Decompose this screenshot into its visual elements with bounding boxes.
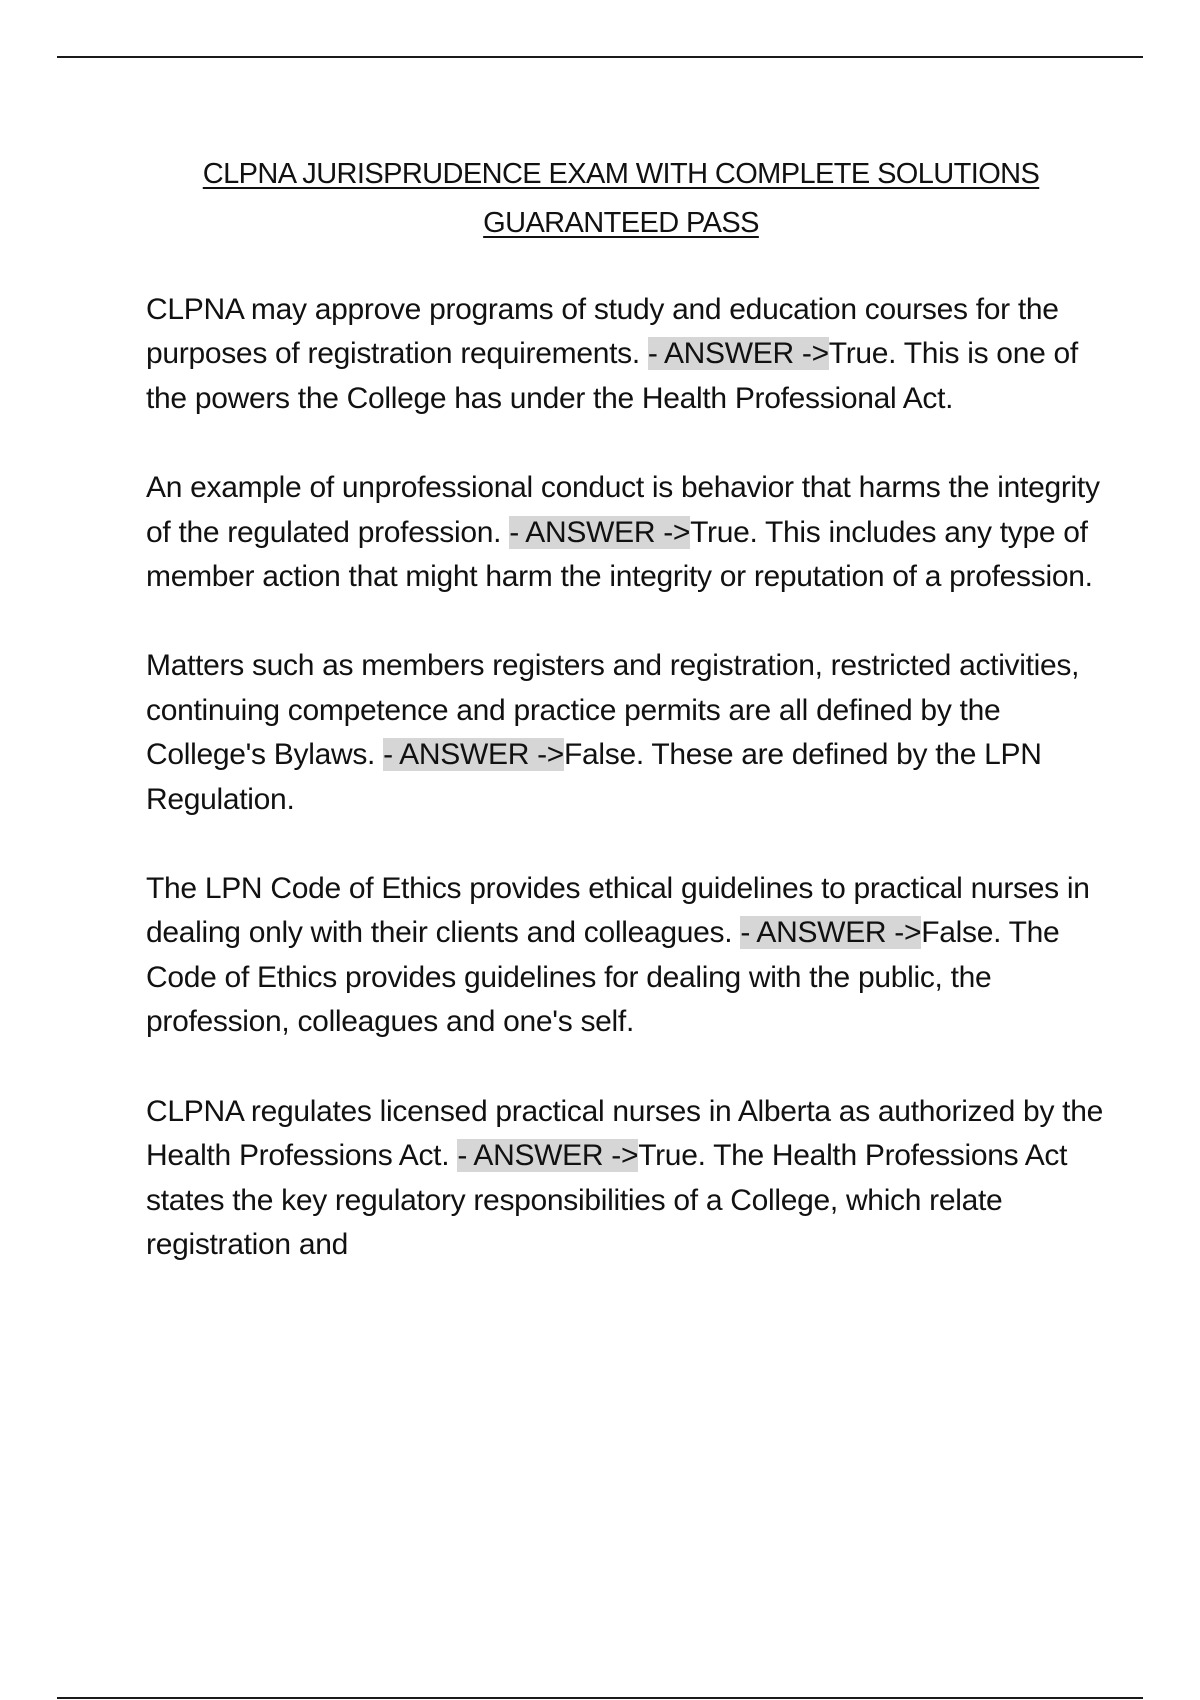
qa-item-2 <box>146 466 1116 599</box>
question-text: CLPNA regulates licensed practical nurses in Alberta as authorized by the Health Professions Act. <box>146 1094 1103 1173</box>
question-text: The LPN Code of Ethics provides ethical guidelines to practical nurses in dealing only with their clients and colleagues. <box>146 872 1090 950</box>
answer-text: True. This is one of the powers the College has under the Health Professional Act. <box>146 337 1078 415</box>
answer-marker: - ANSWER -> <box>740 916 922 950</box>
answer-text: False. The Code of Ethics provides guidelines for dealing with the public, the profession, colleagues and one's self. <box>146 916 1060 1039</box>
question-text: An example of unprofessional conduct is behavior that harms the integrity of the regulated profession. <box>146 471 1100 549</box>
qa-item-1 <box>146 288 1116 421</box>
qa-list <box>146 288 1116 1312</box>
answer-text: True. This includes any type of member action that might harm the integrity or reputation of a profession. <box>146 515 1093 594</box>
footer-rule <box>57 1697 1143 1699</box>
question-text: CLPNA may approve programs of study and education courses for the purposes of registration requirements. <box>146 293 1059 371</box>
question-text: Matters such as members registers and registration, restricted activities, continuing competence and practice permits are all defined by the College's Bylaws. <box>146 649 1080 772</box>
title-line-1: CLPNA JURISPRUDENCE EXAM WITH COMPLETE SOLUTIONS <box>202 158 1040 190</box>
answer-marker: - ANSWER -> <box>457 1139 639 1173</box>
title-line-2: GUARANTEED PASS <box>483 207 759 239</box>
qa-item-3 <box>146 644 1116 822</box>
document-title <box>146 150 1096 248</box>
qa-item-4 <box>146 867 1116 1045</box>
answer-marker: - ANSWER -> <box>647 337 829 371</box>
answer-text: False. These are defined by the LPN Regulation. <box>146 738 1042 816</box>
qa-item-5 <box>146 1090 1116 1268</box>
answer-marker: - ANSWER -> <box>383 738 564 772</box>
header-rule <box>57 56 1143 58</box>
answer-marker: - ANSWER -> <box>509 515 691 549</box>
answer-text: True. The Health Professions Act states the key regulatory responsibilities of a College, which relate registration and <box>146 1139 1068 1261</box>
